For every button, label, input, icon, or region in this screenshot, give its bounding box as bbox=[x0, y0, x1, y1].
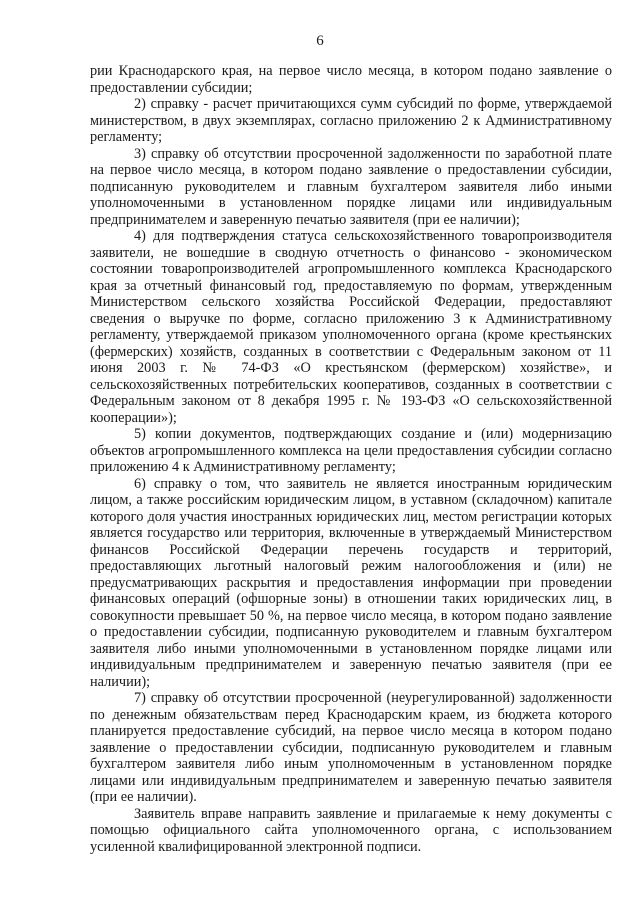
document-body bbox=[90, 63, 612, 855]
paragraph-6: 6) справку о том, что заявитель не является иностранным юридическим лицом, а также российским юридическим лицом, в уставном (складочном) капитале которого доля участия иностранных юридических лиц, местом регистрации которых является государство или территория, включенные в утверждаемый Министерством финансов Российской Федерации перечень государств и территорий, предоставляющих льготный налоговый режим налогообложения и (или) не предусматривающих раскрытия и предоставления информации при проведении финансовых операций (офшорные зоны) в отношении таких юридических лиц, в совокупности превышает 50 %, на первое число месяца, в котором подано заявление о предоставлении субсидии, подписанную руководителем и главным бухгалтером заявителя либо иными уполномоченными в установленном порядке лицами или индивидуальным предпринимателем и заверенную печатью заявителя (при ее наличии); bbox=[90, 475, 612, 690]
paragraph-3: 3) справку об отсутствии просроченной задолженности по заработной плате на первое число месяца, в котором подано заявление о предоставлении субсидии, подписанную руководителем и главным бухгалтером заявителя либо иными уполномоченными в установленном порядке лицами или индивидуальным предпринимателем и заверенную печатью заявителя (при ее наличии); bbox=[90, 145, 612, 228]
page-number: 6 bbox=[316, 33, 324, 49]
paragraph-4: 4) для подтверждения статуса сельскохозяйственного товаропроизводителя заявители, не вошедшие в сводную отчетность о финансово - экономическом состоянии товаропроизводителей агропромышленного комплекса Краснодарского края за отчетный финансовый год, предоставляемую по формам, утвержденным Министерством сельского хозяйства Российской Федерации, предоставляют сведения о выручке по форме, согласно приложению 3 к Административному регламенту, утверждаемой приказом уполномоченного органа (кроме крестьянских (фермерских) хозяйств, созданных в соответствии с Федеральным законом от 11 июня 2003 г. № 74-ФЗ «О крестьянском (фермерском) хозяйстве», и сельскохозяйственных потребительских кооперативов, созданных в соответствии с Федеральным законом от 8 декабря 1995 г. № 193-ФЗ «О сельскохозяйственной кооперации»); bbox=[90, 228, 612, 426]
paragraph-1: рии Краснодарского края, на первое число месяца, в котором подано заявление о предоставлении субсидии; bbox=[90, 63, 612, 96]
paragraph-2: 2) справку - расчет причитающихся сумм субсидий по форме, утверждаемой министерством, в двух экземплярах, согласно приложению 2 к Административному регламенту; bbox=[90, 96, 612, 145]
paragraph-5: 5) копии документов, подтверждающих создание и (или) модернизацию объектов агропромышленного комплекса на цели предоставления субсидии согласно приложению 4 к Административному регламенту; bbox=[90, 426, 612, 475]
paragraph-7: 7) справку об отсутствии просроченной (неурегулированной) задолженности по денежным обязательствам перед Краснодарским краем, из бюджета которого планируется предоставление субсидий, на первое число месяца в котором подано заявление о предоставлении субсидии, подписанную руководителем и главным бухгалтером заявителя либо иным уполномоченным в установленном порядке лицами или индивидуальным предпринимателем и заверенную печатью заявителя (при ее наличии). bbox=[90, 690, 612, 805]
paragraph-8: Заявитель вправе направить заявление и прилагаемые к нему документы с помощью официального сайта уполномоченного органа, с использованием усиленной квалифицированной электронной подписи. bbox=[90, 805, 612, 855]
